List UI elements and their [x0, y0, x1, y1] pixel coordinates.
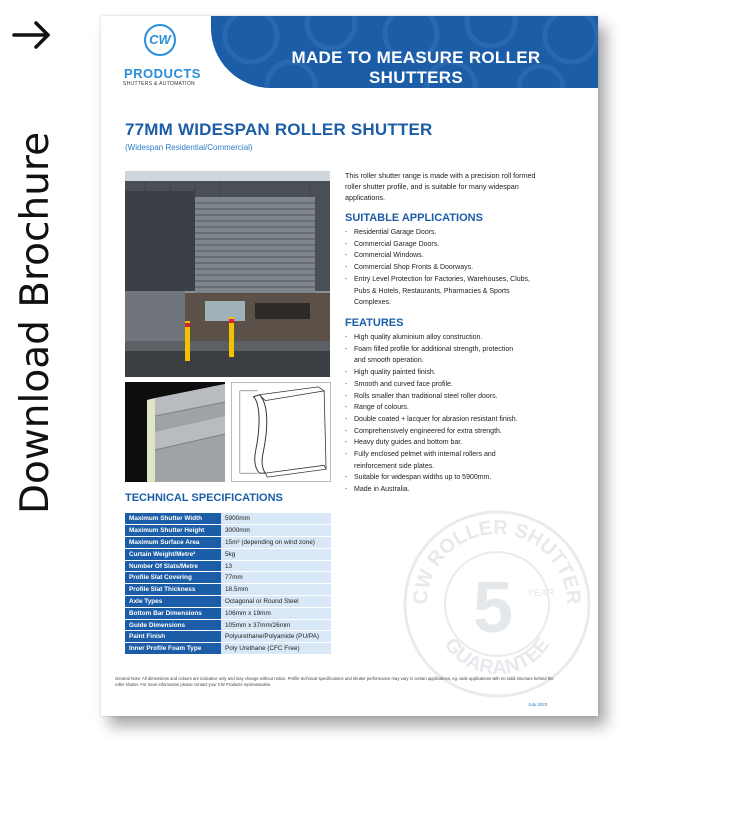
list-item: - Commercial Garage Doors. — [345, 239, 545, 251]
list-item: - Fully enclosed pelmet with internal rollers and reinforcement side plates. — [345, 449, 525, 472]
features-list — [345, 332, 555, 496]
list-item: - Residential Garage Doors. — [345, 227, 545, 239]
spec-value: 18.5mm — [221, 584, 331, 596]
logo-name: PRODUCTS — [124, 66, 201, 81]
spec-label: Number Of Slats/Metre — [125, 560, 221, 572]
list-item: - Entry Level Protection for Factories, Warehouses, Clubs, Pubs & Hotels, Restaurants, Pharmacies & Sports Complexes. — [345, 274, 535, 309]
spec-label: Paint Finish — [125, 631, 221, 643]
features-heading: FEATURES — [345, 317, 404, 329]
seal-bottom-text: GUARANTEE — [439, 633, 555, 680]
table-row — [125, 607, 331, 619]
list-item: - Commercial Windows. — [345, 250, 545, 262]
seal-number: 5 — [472, 568, 514, 648]
list-item: - Heavy duty guides and bottom bar. — [345, 437, 555, 449]
spec-value: 5kg — [221, 548, 331, 560]
download-brochure-label: Download Brochure — [13, 131, 58, 514]
table-row — [125, 619, 331, 631]
guarantee-seal — [397, 504, 597, 704]
slat-profile-photo — [125, 382, 225, 482]
list-item: - Comprehensively engineered for extra strength. — [345, 426, 555, 438]
download-brochure-link[interactable] — [4, 14, 56, 514]
issue-date: July 2023 — [528, 702, 548, 707]
list-item: - Commercial Shop Fronts & Doorways. — [345, 262, 545, 274]
table-row — [125, 584, 331, 596]
spec-label: Profile Slat Thickness — [125, 584, 221, 596]
list-item: - Foam filled profile for additional strength, protection and smooth operation. — [345, 344, 515, 367]
table-row — [125, 537, 331, 549]
spec-value: 3000mm — [221, 525, 331, 537]
applications-list — [345, 227, 545, 309]
slat-profile-drawing — [231, 382, 331, 482]
brochure-sheet[interactable] — [101, 16, 598, 716]
spec-label: Maximum Shutter Height — [125, 525, 221, 537]
seal-top-text: CW ROLLER SHUTTER — [409, 516, 585, 606]
list-item: - Smooth and curved face profile. — [345, 379, 555, 391]
seal-unit: YEAR — [527, 588, 555, 599]
specs-heading: TECHNICAL SPECIFICATIONS — [125, 492, 283, 504]
spec-value: Poly Urethane (CFC Free) — [221, 643, 331, 655]
cw-products-logo — [121, 24, 201, 90]
spec-value: Polyurethane/Polyamide (PU/PA) — [221, 631, 331, 643]
logo-mark: CW — [144, 24, 176, 56]
intro-text: This roller shutter range is made with a precision roll formed roller shutter profile, and is suitable for many widespan applications. — [345, 171, 536, 202]
arrow-right-icon — [10, 18, 54, 52]
list-item: - High quality painted finish. — [345, 367, 555, 379]
list-item: - Double coated + lacquer for abrasion resistant finish. — [345, 414, 555, 426]
table-row — [125, 560, 331, 572]
spec-value: 105mm x 37mm/26mm — [221, 619, 331, 631]
document-subtitle: (Widespan Residential/Commercial) — [125, 143, 253, 152]
spec-label: Bottom Bar Dimensions — [125, 607, 221, 619]
banner-title: MADE TO MEASURE ROLLER SHUTTERS — [291, 48, 541, 87]
header-banner — [211, 16, 598, 88]
specs-table — [125, 513, 331, 655]
spec-label: Profile Slat Covering — [125, 572, 221, 584]
table-row — [125, 572, 331, 584]
storefront-photo — [125, 171, 330, 377]
table-row — [125, 513, 331, 525]
spec-label: Axle Types — [125, 596, 221, 608]
spec-value: 13 — [221, 560, 331, 572]
logo-tagline: SHUTTERS & AUTOMATION — [123, 81, 195, 87]
general-note: General Note: All dimensions and colours are indicative only and may change without notice. Profile technical specifications and shutter performance may vary in certain applications, eg. wide applications with no solid structure behind the roller shutter. For more information please contact your CW Products representative. — [115, 676, 554, 687]
table-row — [125, 548, 331, 560]
list-item: - Made in Australia. — [345, 484, 555, 496]
list-item: - Rolls smaller than traditional steel roller doors. — [345, 391, 555, 403]
list-item: - Suitable for widespan widths up to 5900mm. — [345, 472, 555, 484]
spec-value: 77mm — [221, 572, 331, 584]
spec-value: 106mm x 19mm — [221, 607, 331, 619]
spec-label: Maximum Surface Area — [125, 537, 221, 549]
table-row — [125, 643, 331, 655]
table-row — [125, 631, 331, 643]
spec-label: Inner Profile Foam Type — [125, 643, 221, 655]
spec-value: 15m² (depending on wind zone) — [221, 537, 331, 549]
spec-value: Octagonal or Round Steel — [221, 596, 331, 608]
table-row — [125, 596, 331, 608]
applications-heading: SUITABLE APPLICATIONS — [345, 212, 483, 224]
table-row — [125, 525, 331, 537]
spec-label: Guide Dimensions — [125, 619, 221, 631]
spec-label: Maximum Shutter Width — [125, 513, 221, 525]
list-item: - Range of colours. — [345, 402, 555, 414]
document-title: 77MM WIDESPAN ROLLER SHUTTER — [125, 120, 433, 139]
list-item: - High quality aluminium alloy construction. — [345, 332, 555, 344]
spec-value: 5900mm — [221, 513, 331, 525]
spec-label: Curtain Weight/Metre² — [125, 548, 221, 560]
